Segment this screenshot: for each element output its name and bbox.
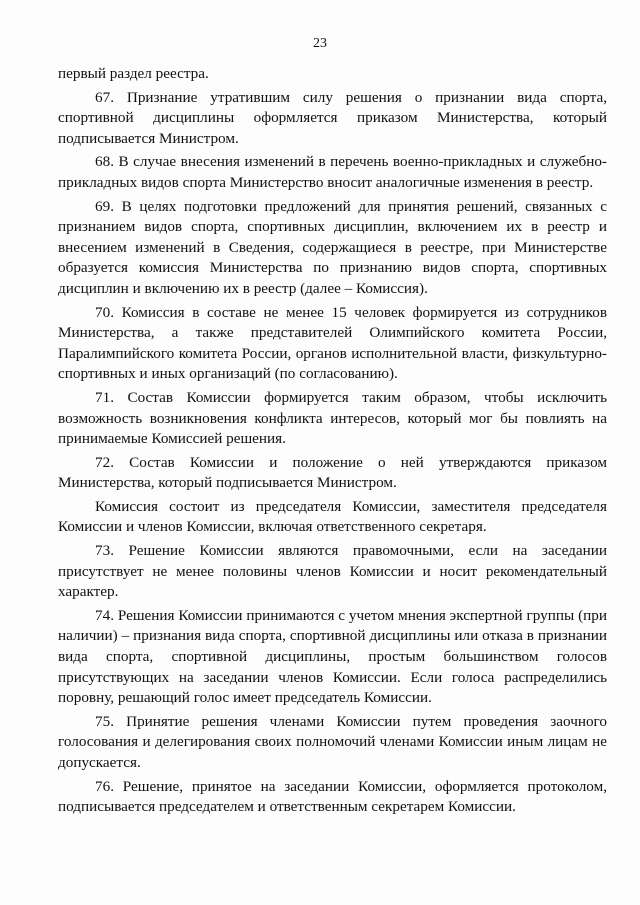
paragraph-75: 75. Принятие решения членами Комиссии путем проведения заочного голосования и делегирования своих полномочий членами Комиссии иным лицам не допускается. [58,712,607,771]
paragraph-74: 74. Решения Комиссии принимаются с учетом мнения экспертной группы (при наличии) – признания вида спорта, спортивной дисциплины или отказа в признании вида спорта, спортивной дисциплины, простым большинством голосов присутствующих на заседании членов Комиссии. Если голоса распределились поровну, решающий голос имеет председатель Комиссии. [58,606,607,707]
paragraph-67: 67. Признание утратившим силу решения о признании вида спорта, спортивной дисциплины оформляется приказом Министерства, который подписывается Министром. [58,88,607,147]
paragraph-72: 72. Состав Комиссии и положение о ней утверждаются приказом Министерства, который подписывается Министром. [58,453,607,492]
paragraph-continuation: первый раздел реестра. [58,65,209,82]
paragraph-68: 68. В случае внесения изменений в перечень военно-прикладных и служебно-прикладных видов спорта Министерство вносит аналогичные изменения в реестр. [58,153,607,191]
paragraph-69: 69. В целях подготовки предложений для принятия решений, связанных с признанием видов спорта, спортивных дисциплин, включением их в реестр и внесением изменений в Сведения, содержащиеся в реестре, при Министерстве образуется комиссия Министерства по признанию видов спорта, спортивных дисциплин и включению их в реестр (далее – Комиссия). [58,197,607,297]
paragraph-70: 70. Комиссия в составе не менее 15 человек формируется из сотрудников Министерства, а также представителей Олимпийского комитета России, Паралимпийского комитета России, органов исполнительной власти, физкультурно-спортивных и иных организаций (по согласованию). [58,303,607,383]
paragraph-73: 73. Решение Комиссии являются правомочными, если на заседании присутствует не менее половины членов Комиссии и носит рекомендательный характер. [58,542,607,601]
paragraph-72-composition: Комиссия состоит из председателя Комиссии, заместителя председателя Комиссии и членов Комиссии, включая ответственного секретаря. [58,497,607,536]
page-number: 23 [313,36,327,51]
paragraph-71: 71. Состав Комиссии формируется таким образом, чтобы исключить возможность возникновения конфликта интересов, который мог бы повлиять на принимаемые Комиссией решения. [58,388,607,448]
paragraph-76: 76. Решение, принятое на заседании Комиссии, оформляется протоколом, подписывается председателем и ответственным секретарем Комиссии. [58,777,607,816]
document-body [58,64,607,821]
